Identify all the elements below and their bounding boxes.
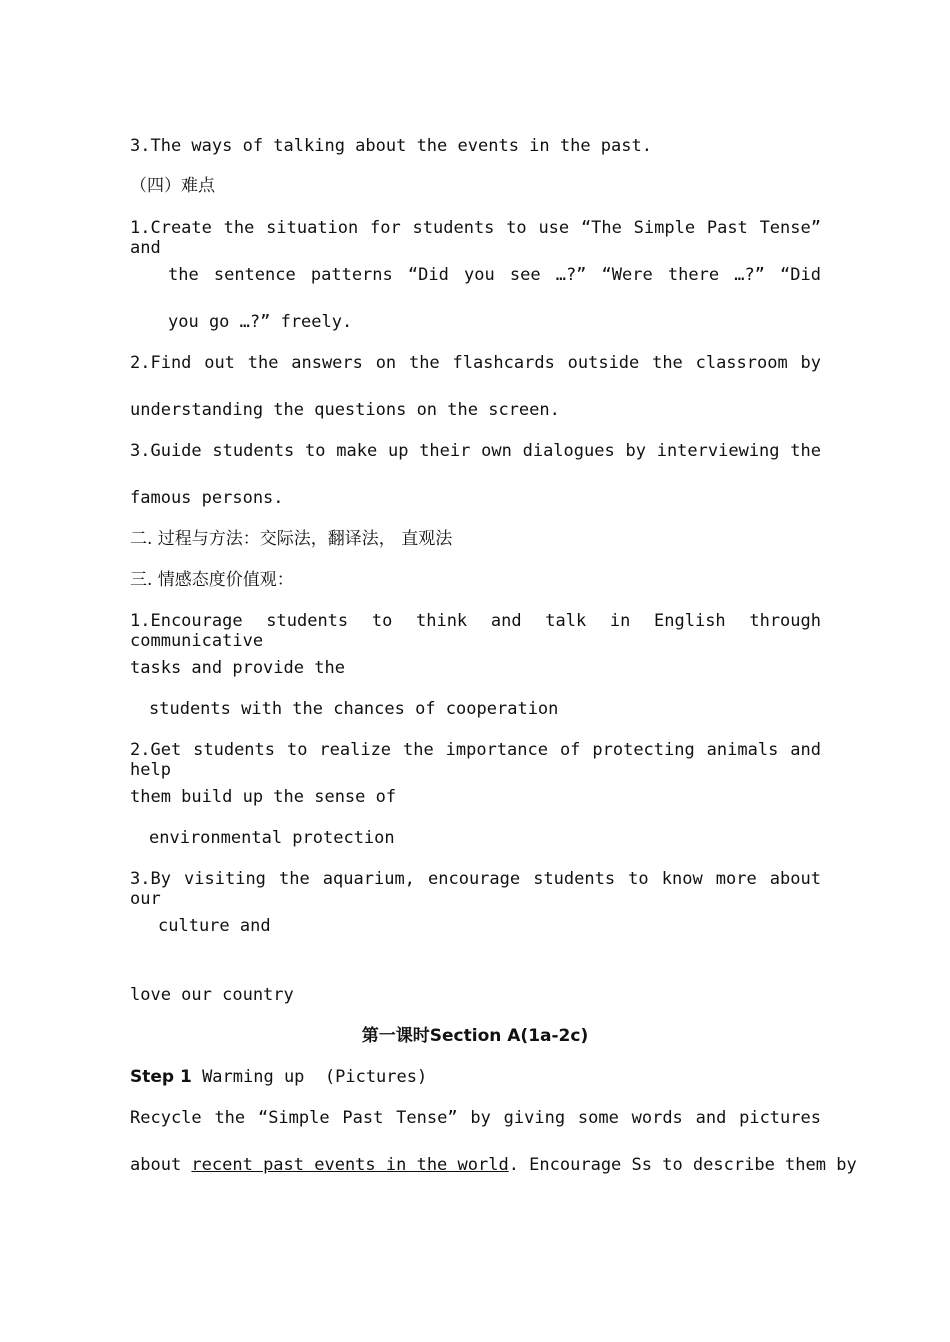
text-line: 2.Find out the answers on the flashcards outside the classroom by (130, 353, 821, 373)
text-line: the sentence patterns “Did you see …?” “Were there …?” “Did (168, 265, 821, 285)
section-heading: 二. 过程与方法：交际法，翻译法， 直观法 (130, 529, 453, 549)
section-heading: （四）难点 (130, 176, 215, 196)
text-segment: about (130, 1155, 192, 1175)
text-line: you go …?” freely. (168, 312, 353, 332)
text-line: understanding the questions on the screen. (130, 400, 560, 420)
text-line: 1.Encourage students to think and talk in English through communicative (130, 611, 821, 651)
text-line: students with the chances of cooperation (149, 699, 559, 719)
text-segment: . Encourage Ss to describe them by (508, 1155, 857, 1175)
text-line: 3.By visiting the aquarium, encourage students to know more about our (130, 869, 821, 909)
text-line: them build up the sense of (130, 787, 397, 807)
section-heading: 三. 情感态度价值观： (130, 570, 294, 590)
text-line: 2.Get students to realize the importance of protecting animals and help (130, 740, 821, 780)
text-line: 1.Create the situation for students to use “The Simple Past Tense” and (130, 218, 821, 258)
text-line: tasks and provide the (130, 658, 345, 678)
text-line: culture and (158, 916, 271, 936)
text-line: Recycle the “Simple Past Tense” by giving some words and pictures (130, 1108, 821, 1128)
text-line: love our country (130, 985, 294, 1005)
text-line: environmental protection (149, 828, 395, 848)
step-heading (130, 1067, 427, 1087)
text-line: famous persons. (130, 488, 284, 508)
step-text: Warming up (Pictures) (191, 1067, 428, 1087)
lesson-title: 第一课时Section A(1a-2c) (361, 1026, 589, 1046)
step-label: Step 1 (130, 1067, 192, 1087)
text-line (130, 1155, 857, 1175)
text-line: 3.Guide students to make up their own dialogues by interviewing the (130, 441, 821, 461)
text-line: 3.The ways of talking about the events in the past. (130, 136, 652, 156)
underlined-text: recent past events in the world (191, 1155, 509, 1175)
